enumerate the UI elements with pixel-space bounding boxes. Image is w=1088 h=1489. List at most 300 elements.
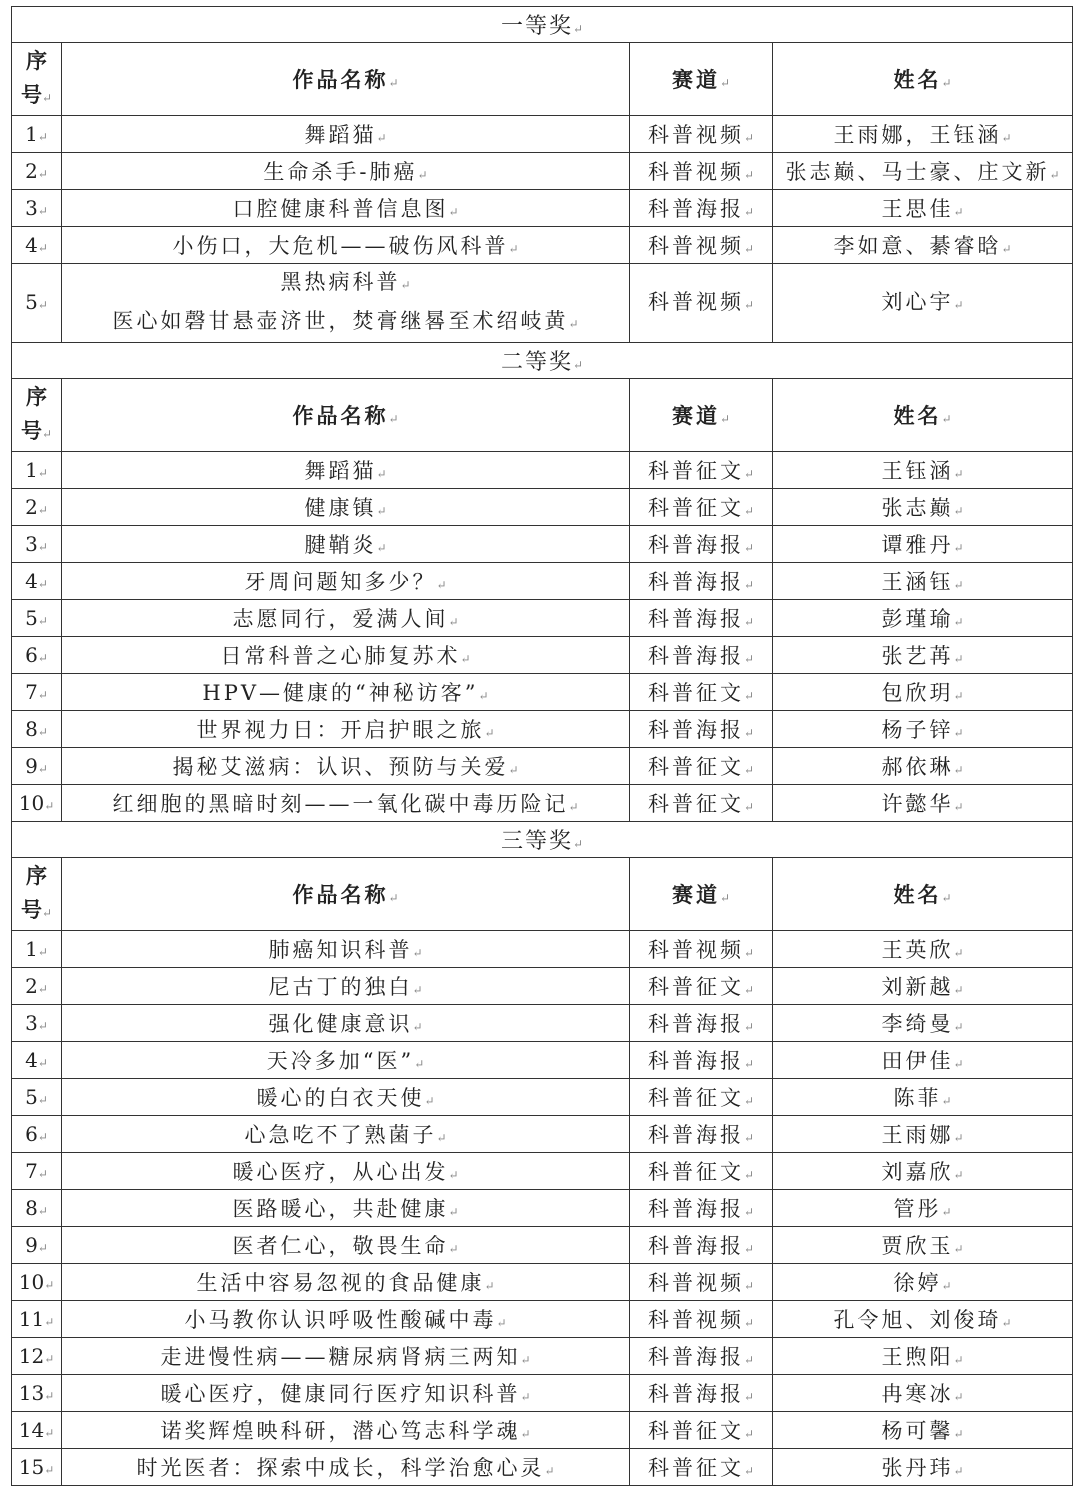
table-row xyxy=(12,1375,1073,1412)
paragraph-mark-icon xyxy=(38,1167,48,1181)
paragraph-mark-icon xyxy=(44,1315,54,1329)
paragraph-mark-icon xyxy=(436,1131,446,1145)
row-names xyxy=(773,563,1073,600)
table-row xyxy=(12,711,1073,748)
paragraph-mark-icon xyxy=(744,1020,754,1034)
row-names-text: 张志巅 xyxy=(881,496,954,520)
row-names-text: 刘嘉欣 xyxy=(881,1160,954,1184)
row-title xyxy=(62,116,630,153)
paragraph-mark-icon xyxy=(953,205,963,219)
row-title-line xyxy=(62,303,629,342)
paragraph-mark-icon xyxy=(953,800,963,814)
row-names xyxy=(773,526,1073,563)
paragraph-mark-icon xyxy=(38,688,48,702)
row-title-line xyxy=(62,264,629,303)
paragraph-mark-icon xyxy=(38,577,48,591)
row-track-text: 科普视频 xyxy=(647,234,744,258)
row-names xyxy=(773,1153,1073,1190)
paragraph-mark-icon xyxy=(520,1353,530,1367)
paragraph-mark-icon xyxy=(568,317,578,331)
paragraph-mark-icon xyxy=(573,22,583,36)
paragraph-mark-icon xyxy=(953,652,963,666)
row-title-text: 医心如磬甘悬壶济世，焚膏继晷至术绍岐黄 xyxy=(112,309,569,333)
row-index-text: 10 xyxy=(18,791,45,815)
row-index xyxy=(12,748,62,785)
paragraph-mark-icon xyxy=(44,799,54,813)
row-track-text: 科普海报 xyxy=(647,607,744,631)
section-title-row xyxy=(12,7,1073,43)
table-row xyxy=(12,227,1073,264)
row-track-text: 科普征文 xyxy=(647,496,744,520)
row-names-text: 管彤 xyxy=(893,1197,942,1221)
row-names-text: 王英欣 xyxy=(881,938,954,962)
paragraph-mark-icon xyxy=(496,1316,506,1330)
row-index xyxy=(12,526,62,563)
paragraph-mark-icon xyxy=(38,1130,48,1144)
row-names xyxy=(773,1005,1073,1042)
row-track xyxy=(630,227,773,264)
header-index-bottom: 号 xyxy=(20,81,42,107)
table-row xyxy=(12,674,1073,711)
paragraph-mark-icon xyxy=(400,278,410,292)
row-title xyxy=(62,600,630,637)
row-title-text: HPV—健康的“神秘访客” xyxy=(202,681,479,705)
row-names xyxy=(773,153,1073,190)
row-title-text: 强化健康意识 xyxy=(268,1012,413,1036)
row-names xyxy=(773,1190,1073,1227)
row-index-text: 5 xyxy=(25,606,38,630)
paragraph-mark-icon xyxy=(744,1205,754,1219)
row-track-text: 科普征文 xyxy=(647,681,744,705)
table-row xyxy=(12,1042,1073,1079)
row-index xyxy=(12,264,62,343)
row-index-text: 1 xyxy=(25,122,38,146)
row-title xyxy=(62,452,630,489)
header-index-bottom-line xyxy=(12,78,61,115)
section-title-row xyxy=(12,343,1073,379)
paragraph-mark-icon xyxy=(484,726,494,740)
row-names-text: 包欣玥 xyxy=(881,681,954,705)
row-index-text: 4 xyxy=(25,569,38,593)
paragraph-mark-icon xyxy=(38,762,48,776)
row-track-text: 科普视频 xyxy=(647,1271,744,1295)
table-row xyxy=(12,1227,1073,1264)
row-names-text: 陈菲 xyxy=(893,1086,942,1110)
paragraph-mark-icon xyxy=(38,614,48,628)
row-title-text: 小伤口，大危机——破伤风科普 xyxy=(172,234,509,258)
header-title-text: 作品名称 xyxy=(292,403,389,428)
row-names-text: 孔令旭、刘俊琦 xyxy=(833,1308,1002,1332)
row-title-text: 小马教你认识呼吸性酸碱中毒 xyxy=(184,1308,497,1332)
row-index xyxy=(12,1264,62,1301)
row-title xyxy=(62,1042,630,1079)
header-index-bottom-line xyxy=(12,414,61,451)
row-index-text: 12 xyxy=(18,1344,45,1368)
row-track-text: 科普视频 xyxy=(647,123,744,147)
paragraph-mark-icon xyxy=(38,945,48,959)
header-track xyxy=(630,858,773,931)
row-index xyxy=(12,1116,62,1153)
paragraph-mark-icon xyxy=(744,578,754,592)
paragraph-mark-icon xyxy=(38,1241,48,1255)
paragraph-mark-icon xyxy=(418,168,428,182)
row-title xyxy=(62,1375,630,1412)
header-index-top: 序 xyxy=(26,862,47,888)
table-row xyxy=(12,931,1073,968)
table-row xyxy=(12,452,1073,489)
paragraph-mark-icon xyxy=(953,1464,963,1478)
row-track xyxy=(630,1338,773,1375)
row-title xyxy=(62,1005,630,1042)
row-names-text: 张志巅、马士豪、庄文新 xyxy=(785,160,1050,184)
paragraph-mark-icon xyxy=(744,131,754,145)
row-names-text: 刘心宇 xyxy=(881,289,954,314)
row-names xyxy=(773,1301,1073,1338)
table-row xyxy=(12,600,1073,637)
row-track xyxy=(630,526,773,563)
header-index-top: 序 xyxy=(26,383,47,409)
paragraph-mark-icon xyxy=(448,615,458,629)
row-index xyxy=(12,1338,62,1375)
row-title xyxy=(62,1264,630,1301)
row-title-text: 舞蹈猫 xyxy=(304,459,377,483)
paragraph-mark-icon xyxy=(744,615,754,629)
row-names-text: 杨子锌 xyxy=(881,718,954,742)
row-names-text: 郝依琳 xyxy=(881,755,954,779)
row-track xyxy=(630,264,773,343)
row-index-text: 5 xyxy=(25,1085,38,1109)
table-row xyxy=(12,190,1073,227)
paragraph-mark-icon xyxy=(744,1131,754,1145)
row-title-text: 黑热病科普 xyxy=(280,270,401,294)
paragraph-mark-icon xyxy=(744,726,754,740)
row-index xyxy=(12,1449,62,1486)
paragraph-mark-icon xyxy=(744,1057,754,1071)
paragraph-mark-icon xyxy=(953,946,963,960)
row-names-text: 王雨娜 xyxy=(881,1123,954,1147)
row-index xyxy=(12,1412,62,1449)
paragraph-mark-icon xyxy=(388,412,398,426)
row-names xyxy=(773,1116,1073,1153)
table-row xyxy=(12,1005,1073,1042)
paragraph-mark-icon xyxy=(744,763,754,777)
row-names xyxy=(773,931,1073,968)
row-track-text: 科普海报 xyxy=(647,570,744,594)
paragraph-mark-icon xyxy=(744,1279,754,1293)
row-track-text: 科普征文 xyxy=(647,755,744,779)
row-title-text: 世界视力日：开启护眼之旅 xyxy=(196,718,485,742)
row-title-text: 医者仁心，敬畏生命 xyxy=(232,1234,449,1258)
row-track-text: 科普征文 xyxy=(647,975,744,999)
row-index xyxy=(12,116,62,153)
paragraph-mark-icon xyxy=(941,76,951,90)
row-title xyxy=(62,1449,630,1486)
paragraph-mark-icon xyxy=(44,1426,54,1440)
paragraph-mark-icon xyxy=(448,205,458,219)
row-title xyxy=(62,526,630,563)
row-track xyxy=(630,190,773,227)
row-index-text: 4 xyxy=(25,1048,38,1072)
paragraph-mark-icon xyxy=(38,241,48,255)
row-title xyxy=(62,1227,630,1264)
section-heading-text: 三等奖 xyxy=(500,829,573,854)
table-row xyxy=(12,785,1073,822)
row-title-text: 红细胞的黑暗时刻——一氧化碳中毒历险记 xyxy=(112,792,569,816)
paragraph-mark-icon xyxy=(953,726,963,740)
row-title xyxy=(62,153,630,190)
row-track xyxy=(630,563,773,600)
row-title-text: 健康镇 xyxy=(304,496,377,520)
row-index xyxy=(12,153,62,190)
paragraph-mark-icon xyxy=(953,1131,963,1145)
row-title xyxy=(62,190,630,227)
paragraph-mark-icon xyxy=(744,946,754,960)
table-row xyxy=(12,1079,1073,1116)
row-track xyxy=(630,1079,773,1116)
row-track xyxy=(630,674,773,711)
paragraph-mark-icon xyxy=(520,1427,530,1441)
row-index-text: 9 xyxy=(25,754,38,778)
row-names-text: 贾欣玉 xyxy=(881,1234,954,1258)
paragraph-mark-icon xyxy=(744,1353,754,1367)
row-title-text: 揭秘艾滋病：认识、预防与关爱 xyxy=(172,755,509,779)
paragraph-mark-icon xyxy=(388,76,398,90)
row-names xyxy=(773,489,1073,526)
row-names xyxy=(773,1449,1073,1486)
paragraph-mark-icon xyxy=(953,541,963,555)
row-track-text: 科普视频 xyxy=(647,938,744,962)
row-track xyxy=(630,1116,773,1153)
table-row xyxy=(12,489,1073,526)
paragraph-mark-icon xyxy=(388,891,398,905)
paragraph-mark-icon xyxy=(38,1056,48,1070)
row-names xyxy=(773,674,1073,711)
row-title xyxy=(62,637,630,674)
row-track xyxy=(630,1412,773,1449)
paragraph-mark-icon xyxy=(953,298,963,312)
paragraph-mark-icon xyxy=(484,1279,494,1293)
row-index-text: 9 xyxy=(25,1233,38,1257)
paragraph-mark-icon xyxy=(744,205,754,219)
row-title-text: 腱鞘炎 xyxy=(304,533,377,557)
row-names xyxy=(773,190,1073,227)
row-names xyxy=(773,1227,1073,1264)
section-heading-text: 一等奖 xyxy=(500,14,573,39)
row-track xyxy=(630,600,773,637)
table-row xyxy=(12,526,1073,563)
paragraph-mark-icon xyxy=(720,76,730,90)
row-names-text: 王雨娜，王钰涵 xyxy=(833,123,1002,147)
row-title xyxy=(62,264,630,343)
row-index xyxy=(12,190,62,227)
row-names-text: 徐婷 xyxy=(893,1271,942,1295)
row-title-text: 舞蹈猫 xyxy=(304,123,377,147)
header-names-text: 姓名 xyxy=(893,403,942,428)
paragraph-mark-icon xyxy=(953,763,963,777)
paragraph-mark-icon xyxy=(520,1390,530,1404)
paragraph-mark-icon xyxy=(508,242,518,256)
section-title-row xyxy=(12,822,1073,858)
paragraph-mark-icon xyxy=(38,1204,48,1218)
table-row xyxy=(12,563,1073,600)
row-names-text: 许懿华 xyxy=(881,792,954,816)
section-heading xyxy=(12,7,1073,43)
row-title-text: 暖心的白衣天使 xyxy=(256,1086,425,1110)
row-index xyxy=(12,931,62,968)
paragraph-mark-icon xyxy=(953,1168,963,1182)
paragraph-mark-icon xyxy=(436,578,446,592)
header-title-text: 作品名称 xyxy=(292,67,389,92)
paragraph-mark-icon xyxy=(744,1464,754,1478)
row-title-text: 口腔健康科普信息图 xyxy=(232,197,449,221)
row-title-text: 诺奖辉煌映科研，潜心笃志科学魂 xyxy=(160,1419,521,1443)
row-track-text: 科普海报 xyxy=(647,1197,744,1221)
table-row xyxy=(12,264,1073,343)
row-names xyxy=(773,116,1073,153)
paragraph-mark-icon xyxy=(744,983,754,997)
row-track xyxy=(630,1227,773,1264)
row-track xyxy=(630,1264,773,1301)
row-names-text: 刘新越 xyxy=(881,975,954,999)
section-heading xyxy=(12,822,1073,858)
row-names-text: 王煦阳 xyxy=(881,1345,954,1369)
header-title xyxy=(62,43,630,116)
paragraph-mark-icon xyxy=(744,242,754,256)
header-names-text: 姓名 xyxy=(893,882,942,907)
paragraph-mark-icon xyxy=(38,1093,48,1107)
row-title-text: 心急吃不了熟菌子 xyxy=(244,1123,437,1147)
row-title xyxy=(62,748,630,785)
row-title xyxy=(62,1301,630,1338)
paragraph-mark-icon xyxy=(1049,168,1059,182)
row-track xyxy=(630,1042,773,1079)
row-title-text: 生活中容易忽视的食品健康 xyxy=(196,1271,485,1295)
row-index xyxy=(12,1301,62,1338)
paragraph-mark-icon xyxy=(544,1464,554,1478)
row-track xyxy=(630,1153,773,1190)
paragraph-mark-icon xyxy=(376,504,386,518)
row-index-text: 11 xyxy=(18,1307,45,1331)
header-index-top: 序 xyxy=(26,47,47,73)
paragraph-mark-icon xyxy=(38,1019,48,1033)
section-heading-text: 二等奖 xyxy=(500,350,573,375)
table-row xyxy=(12,1116,1073,1153)
row-index-text: 6 xyxy=(25,1122,38,1146)
row-names-text: 冉寒冰 xyxy=(881,1382,954,1406)
row-track-text: 科普海报 xyxy=(647,197,744,221)
row-names xyxy=(773,1412,1073,1449)
paragraph-mark-icon xyxy=(953,615,963,629)
row-title xyxy=(62,1153,630,1190)
row-index-text: 2 xyxy=(25,495,38,519)
row-index xyxy=(12,968,62,1005)
row-title xyxy=(62,227,630,264)
table-row xyxy=(12,1449,1073,1486)
header-names xyxy=(773,43,1073,116)
header-track-text: 赛道 xyxy=(671,67,720,92)
row-title-text: 天冷多加“医” xyxy=(266,1049,415,1073)
row-index xyxy=(12,1079,62,1116)
paragraph-mark-icon xyxy=(744,1168,754,1182)
paragraph-mark-icon xyxy=(953,1057,963,1071)
table-row xyxy=(12,1301,1073,1338)
header-index-bottom: 号 xyxy=(20,417,42,443)
paragraph-mark-icon xyxy=(953,983,963,997)
row-track-text: 科普征文 xyxy=(647,1160,744,1184)
row-names xyxy=(773,785,1073,822)
row-index xyxy=(12,785,62,822)
paragraph-mark-icon xyxy=(1001,242,1011,256)
paragraph-mark-icon xyxy=(720,412,730,426)
header-track xyxy=(630,379,773,452)
paragraph-mark-icon xyxy=(460,652,470,666)
paragraph-mark-icon xyxy=(744,1390,754,1404)
row-index-text: 13 xyxy=(18,1381,45,1405)
row-title-text: 日常科普之心肺复苏术 xyxy=(220,644,461,668)
paragraph-mark-icon xyxy=(38,298,48,312)
row-title xyxy=(62,674,630,711)
row-track-text: 科普海报 xyxy=(647,1345,744,1369)
column-header-row xyxy=(12,379,1073,452)
row-title xyxy=(62,1338,630,1375)
row-title-text: 暖心医疗，从心出发 xyxy=(232,1160,449,1184)
paragraph-mark-icon xyxy=(941,1094,951,1108)
row-names-text: 彭瑾瑜 xyxy=(881,607,954,631)
table-row xyxy=(12,1153,1073,1190)
row-index xyxy=(12,1153,62,1190)
header-names-text: 姓名 xyxy=(893,67,942,92)
paragraph-mark-icon xyxy=(424,1094,434,1108)
row-track xyxy=(630,1190,773,1227)
header-names xyxy=(773,379,1073,452)
paragraph-mark-icon xyxy=(744,298,754,312)
row-track xyxy=(630,637,773,674)
row-names xyxy=(773,1264,1073,1301)
row-track-text: 科普征文 xyxy=(647,1456,744,1480)
section-heading xyxy=(12,343,1073,379)
row-track xyxy=(630,711,773,748)
row-track xyxy=(630,1005,773,1042)
row-names xyxy=(773,637,1073,674)
row-names xyxy=(773,1042,1073,1079)
row-names-text: 李如意、綦睿晗 xyxy=(833,234,1002,258)
paragraph-mark-icon xyxy=(479,689,489,703)
paragraph-mark-icon xyxy=(38,982,48,996)
header-title xyxy=(62,379,630,452)
row-index-text: 5 xyxy=(25,289,38,314)
row-index-text: 1 xyxy=(25,458,38,482)
header-track-text: 赛道 xyxy=(671,882,720,907)
paragraph-mark-icon xyxy=(42,906,52,920)
row-track xyxy=(630,153,773,190)
row-index xyxy=(12,711,62,748)
row-track xyxy=(630,748,773,785)
row-title xyxy=(62,1079,630,1116)
paragraph-mark-icon xyxy=(953,504,963,518)
row-names xyxy=(773,1375,1073,1412)
row-track xyxy=(630,968,773,1005)
paragraph-mark-icon xyxy=(1001,131,1011,145)
paragraph-mark-icon xyxy=(720,891,730,905)
paragraph-mark-icon xyxy=(953,467,963,481)
row-names-text: 王钰涵 xyxy=(881,459,954,483)
row-index-text: 7 xyxy=(25,1159,38,1183)
row-index xyxy=(12,227,62,264)
paragraph-mark-icon xyxy=(38,167,48,181)
row-title xyxy=(62,968,630,1005)
row-track xyxy=(630,1449,773,1486)
paragraph-mark-icon xyxy=(38,540,48,554)
